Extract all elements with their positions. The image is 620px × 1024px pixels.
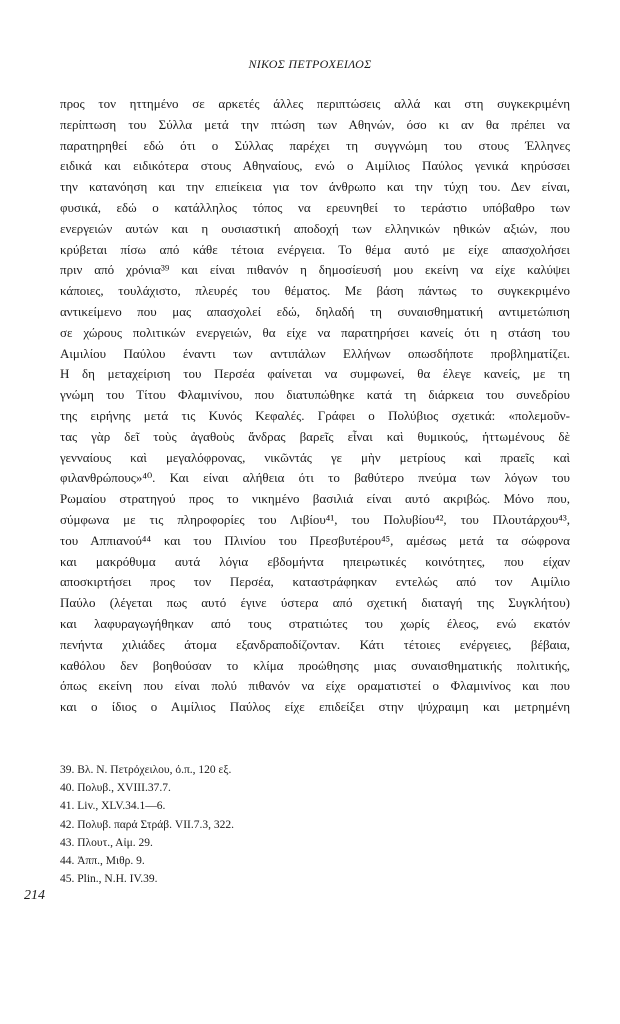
- text-line: ειδικά και ειδικότερα στους Αθηναίους, ενώ ο Αιμίλιος Παύλος γενικά κηρύσσει: [60, 158, 570, 174]
- text-line: και ο ίδιος ο Αιμίλιος Παύλος είχε επιδείξει στην ψύχραιμη και μετρημένη: [60, 699, 570, 715]
- text-line: φυσικά, εδώ ο κατάλληλος τόπος να ερευνηθεί το τεράστιο υπόβαθρο των: [60, 199, 570, 215]
- running-title: ΝΙΚΟΣ ΠΕΤΡΟΧΕΙΛΟΣ: [248, 57, 372, 71]
- text-line: πριν από χρόνια³⁹ και είναι πιθανόν η δημοσίευσή μου εκείνη να είχε καλύψει: [60, 262, 570, 278]
- text-line: όπως εκείνη που είναι πολύ πιθανόν να είχε οραματιστεί ο Φλαμινίνος και που: [60, 678, 570, 694]
- text-line: ενεργειών αυτών και η ουσιαστική αποδοχή των ελληνικών ηθικών αξιών, που: [60, 220, 570, 236]
- text-line: Αιμιλίου Παύλου έναντι των αντιπάλων Ελλήνων οπωσδήποτε προβληματίζει.: [60, 345, 570, 361]
- footnote: 39. Βλ. Ν. Πετρόχειλου, ό.π., 120 εξ.: [60, 764, 232, 776]
- text-line: πενήντα χιλιάδες άτομα εξανδραποδίζονταν. Κάτι τέτοιες ενέργειες, βέβαια,: [60, 636, 570, 652]
- text-line: τας γὰρ δεῖ τοὺς ἀγαθοὺς ἄνδρας βαρεῖς εἶναι καὶ θυμικούς, ἡττωμένους δὲ: [60, 428, 570, 444]
- footnotes: [60, 761, 440, 888]
- text-line: παρατηρηθεί εδώ ότι ο Σύλλας παρέχει τη συγγνώμη του στους Έλληνες: [60, 137, 570, 153]
- text-line: σύμφωνα με τις πληροφορίες του Λιβίου⁴¹, του Πολυβίου⁴², του Πλουτάρχου⁴³,: [60, 511, 570, 527]
- text-line: της ειρήνης μετά τις Κυνός Κεφαλές. Γράφει ο Πολύβιος σχετικά: «πολεμοῦν-: [60, 407, 570, 423]
- text-line: Παύλο (λέγεται πως αυτό έγινε ύστερα από σχετική διαταγή της Συγκλήτου): [60, 595, 570, 611]
- text-line: Η δη μεταχείριση του Περσέα φαίνεται να συμφωνεί, θα έλεγε κανείς, με τη: [60, 366, 570, 382]
- text-line: και λαφυραγωγήθηκαν από τους στρατιώτες του χωρίς έλεος, ενώ εκατόν: [60, 615, 570, 631]
- footnote: 44. Ἀππ., Μιθρ. 9.: [60, 854, 145, 867]
- text-line: κάποιες, τουλάχιστο, πλευρές του θέματος. Με βάση πάντως το συγκεκριμένο: [60, 283, 570, 299]
- footnote: 42. Πολυβ. παρά Στράβ. VII.7.3, 322.: [60, 818, 234, 831]
- page-number: 214: [24, 888, 45, 903]
- text-line: σε χώρους πολιτικών ενεργειών, θα είχε να παρατηρήσει κανείς ότι η στάση του: [60, 324, 570, 340]
- body-text: [60, 94, 570, 718]
- footnote: 40. Πολυβ., XVIII.37.7.: [60, 782, 171, 795]
- text-line: καθόλου δεν βοηθούσαν το κλίμα προώθησης μιας συναισθηματικής πολιτικής,: [60, 657, 570, 673]
- footnote: 43. Πλουτ., Αἰμ. 29.: [60, 836, 153, 849]
- text-line: κρύβεται πίσω από κάθε τέτοια ενέργεια. Το θέμα αυτό με είχε απασχολήσει: [60, 241, 570, 257]
- text-line: φιλανθρώπους»⁴⁰. Και είναι αλήθεια ότι το βαθύτερο πνεύμα των λόγων του: [60, 470, 570, 486]
- footnote: 45. Plin., N.H. IV.39.: [60, 873, 158, 886]
- text-line: αντικείμενο που μας απασχολεί εδώ, δηλαδή τη συναισθηματική αντιμετώπιση: [60, 303, 570, 319]
- footnote: 41. Liv., XLV.34.1—6.: [60, 800, 166, 813]
- text-line: περίπτωση του Σύλλα μετά την πτώση των Αθηνών, όσο κι αν θα πρέπει να: [60, 116, 570, 132]
- text-line: γνώμη του Τίτου Φλαμινίνου, που διατυπώθηκε κατά τη διάρκεια του συνεδρίου: [60, 387, 570, 403]
- text-line: Ρωμαίου στρατηγού προς το νικημένο βασιλιά είναι αυτό ακριβώς. Μόνο που,: [60, 491, 570, 507]
- text-line: γενναίους καὶ μεγαλόφρονας, νικῶντάς γε μὴν μετρίους καὶ πραεῖς καὶ: [60, 449, 570, 465]
- text-line: την κατανόηση και την επιείκεια για τον άνθρωπο και την τύχη του. Δεν είναι,: [60, 179, 570, 195]
- text-line: του Αππιανού⁴⁴ και του Πλινίου του Πρεσβυτέρου⁴⁵, αμέσως μετά τα σώφρονα: [60, 532, 570, 548]
- text-line: προς τον ηττημένο σε αρκετές άλλες περιπτώσεις αλλά και στη συγκεκριμένη: [60, 96, 570, 111]
- text-line: και μακρόθυμα αυτά λόγια εβδομήντα ηπειρωτικές κοινότητες, που είχαν: [60, 553, 570, 569]
- text-line: αποσκιρτήσει προς τον Περσέα, καταστράφηκαν εντελώς από τον Αιμίλιο: [60, 574, 570, 590]
